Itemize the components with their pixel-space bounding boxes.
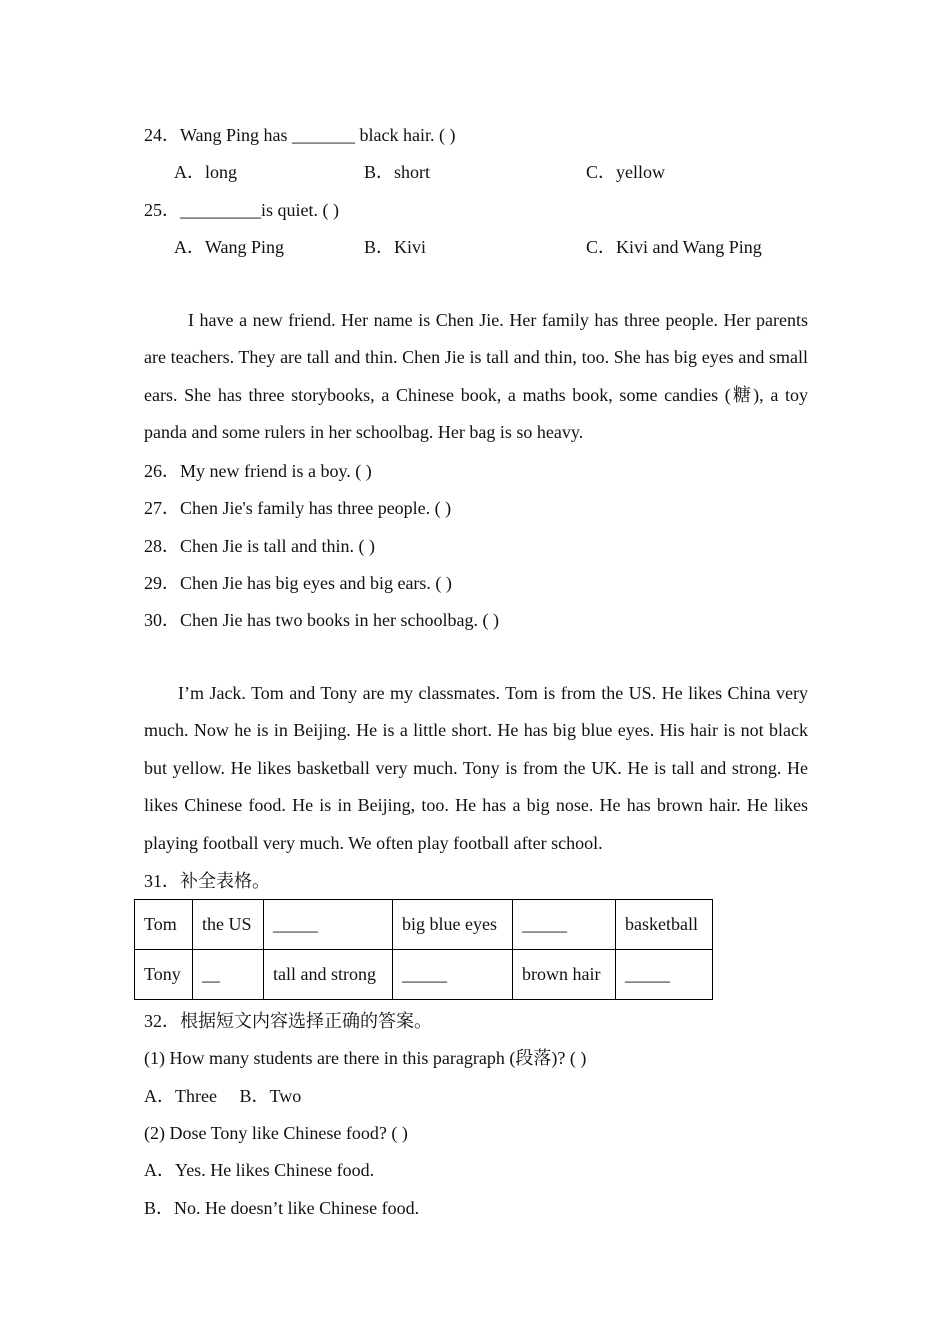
table-cell: _____ (264, 900, 393, 950)
q25-option-a: A．Wang Ping (174, 237, 285, 257)
table-row (135, 950, 713, 1000)
q24-option-c: C．yellow (586, 162, 665, 182)
q32-sub2: (2) Dose Tony like Chinese food? ( ) (144, 1123, 408, 1143)
table-row (135, 900, 713, 950)
q24-option-a: A．long (174, 162, 237, 182)
q26: 26．My new friend is a boy. ( ) (144, 461, 372, 481)
table-cell: tall and strong (264, 950, 393, 1000)
q24-stem: 24．Wang Ping has _______ black hair. ( ) (144, 125, 456, 145)
table-cell: basketball (616, 900, 713, 950)
q29: 29．Chen Jie has big eyes and big ears. ( ) (144, 573, 452, 593)
q30: 30．Chen Jie has two books in her schoolbag. ( ) (144, 610, 499, 630)
table-cell: _____ (616, 950, 713, 1000)
table-cell: _____ (513, 900, 616, 950)
table-cell: _____ (393, 950, 513, 1000)
table-cell: big blue eyes (393, 900, 513, 950)
q25-stem: 25．_________is quiet. ( ) (144, 200, 339, 220)
q32-sub2-option-a: A．Yes. He likes Chinese food. (144, 1160, 375, 1180)
q24-option-b: B．short (364, 162, 431, 182)
q25-option-c: C．Kivi and Wang Ping (586, 237, 762, 257)
q27: 27．Chen Jie's family has three people. ( ) (144, 498, 452, 518)
q32-stem: 32．根据短文内容选择正确的答案。 (144, 1011, 432, 1031)
q32-sub1-options: A．Three B．Two (144, 1086, 302, 1106)
passage-chen-jie: I have a new friend. Her name is Chen Jie. Her family has three people. Her parents are teachers. They are tall and thin. Chen Jie is tall and thin, too. She has big eyes and small ears. She has three storybooks, a Chinese book, a maths book, some candies (糖), a toy panda and some rulers in her schoolbag. Her bag is so heavy. (144, 310, 808, 443)
q25-option-b: B．Kivi (364, 237, 427, 257)
table-cell: the US (193, 900, 264, 950)
q31-stem: 31．补全表格。 (144, 871, 270, 891)
q28: 28．Chen Jie is tall and thin. ( ) (144, 536, 375, 556)
table-cell: Tom (135, 900, 193, 950)
q32-sub2-option-b: B．No. He doesn’t like Chinese food. (144, 1198, 420, 1218)
fill-in-table (134, 899, 713, 1000)
passage-jack: I’m Jack. Tom and Tony are my classmates. Tom is from the US. He likes China very much. Now he is in Beijing. He is a little short. He has big blue eyes. His hair is not black but yellow. He likes basketball very much. Tony is from the UK. He is tall and strong. He likes Chinese food. He is in Beijing, too. He has a big nose. He has brown hair. He likes playing football very much. We often play football after school. (144, 683, 808, 853)
table-cell: Tony (135, 950, 193, 1000)
q32-sub1: (1) How many students are there in this paragraph (段落)? ( ) (144, 1048, 587, 1068)
table-cell: brown hair (513, 950, 616, 1000)
table-cell: __ (193, 950, 264, 1000)
